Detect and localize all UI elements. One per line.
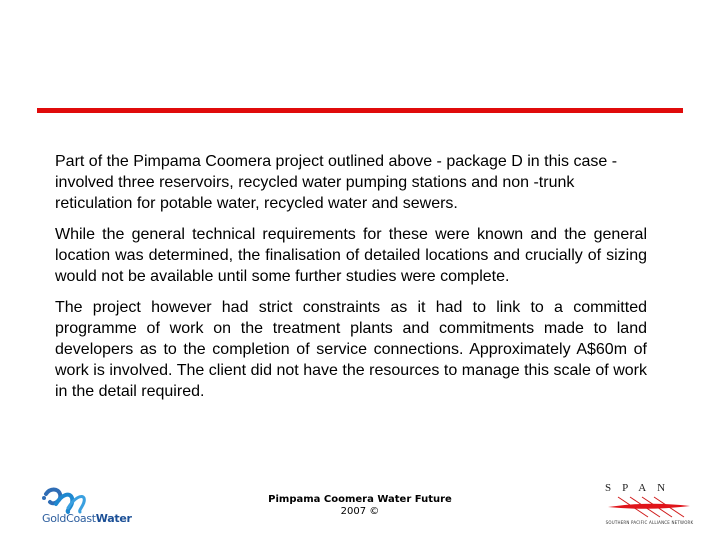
goldcoastwater-logo-text: GoldCoastWater (42, 512, 132, 525)
title-divider-rule (37, 108, 683, 113)
footer-year: 2007 © (340, 506, 380, 517)
paragraph-package-d: Part of the Pimpama Coomera project outlined above - package D in this case - involved three reservoirs, recycled water pumping stations and non -trunk reticulation for potable water, recycled water and sewers. (55, 153, 618, 212)
slide-body (55, 151, 647, 412)
footer-title: Pimpama Coomera Water Future (268, 494, 452, 505)
paragraph-requirements: While the general technical requirements for these were known and the general location was determined, the finalisation of detailed locations and crucially of sizing would not be available until some further studies were complete. (55, 226, 647, 285)
span-logo-subtitle: SOUTHERN PACIFIC ALLIANCE NETWORK (605, 520, 694, 525)
footer-caption (240, 494, 480, 518)
paragraph-constraints: The project however had strict constraints as it had to link to a committed programme of work on the treatment plants and commitments made to land developers as to the completion of service connections. Approximately A$60m of work is involved. The client did not have the resources to manage this scale of work in the detail required. (55, 299, 647, 400)
span-logo-letters: SPAN (605, 482, 677, 494)
